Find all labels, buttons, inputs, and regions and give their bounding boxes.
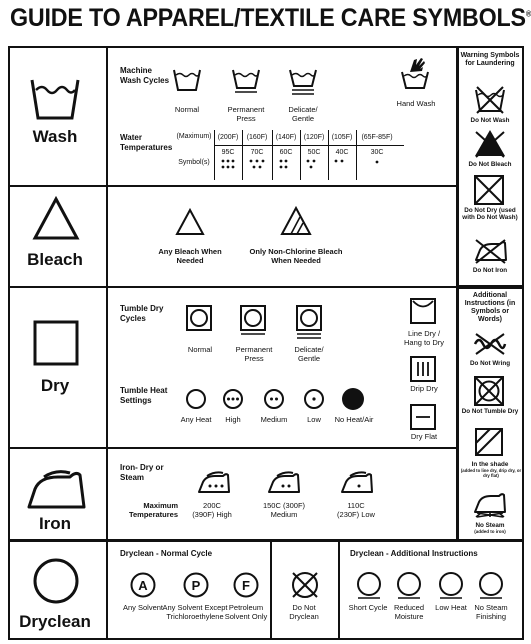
dryclean-label: Dryclean: [19, 612, 91, 631]
maximum-label: (Maximum): [176, 133, 212, 140]
do-not-bleach-icon: [473, 128, 507, 158]
drip-dry-label: Drip Dry: [410, 384, 438, 393]
petroleum-solvent-label: Petroleum Solvent Only: [224, 603, 268, 621]
dryclean-except-tce-icon: [183, 572, 209, 598]
dryclean-divider-3: [338, 540, 340, 640]
do-not-tumble-dry-label: Do Not Tumble Dry: [461, 408, 519, 415]
left-column-divider: [106, 47, 108, 539]
no-heat-icon: [341, 387, 365, 411]
additional-heading: Additional Instructions (in Symbols or Words): [464, 292, 516, 323]
do-not-dry-label: Do Not Dry (used with Do Not Wash): [462, 207, 518, 221]
any-heat-icon: [185, 388, 207, 410]
dryclean-low-heat-icon: [437, 570, 465, 600]
any-solvent-except-label: Any Solvent Except Trichloroethylene: [162, 603, 228, 621]
short-cycle-label: Short Cycle: [348, 603, 388, 612]
do-not-bleach-label: Do Not Bleach: [468, 161, 512, 168]
page-title: [10, 4, 531, 40]
in-the-shade-icon: [475, 428, 503, 456]
low-heat-dryclean-label: Low Heat: [435, 603, 467, 612]
divider-dry-iron: [9, 447, 457, 449]
dry-flat-label: Dry Flat: [410, 432, 438, 441]
temp-f-105: (105F): [331, 134, 353, 141]
iron-label: Iron: [38, 514, 72, 533]
wash-permanent-press-icon: [232, 66, 260, 94]
iron-medium-icon: [267, 470, 301, 494]
medium-heat-icon: [263, 388, 285, 410]
in-the-shade-note: (added to line dry, drip dry, or dry flat): [460, 468, 522, 478]
letter-f: F: [242, 578, 250, 593]
machine-wash-heading: Machine Wash Cycles: [120, 66, 170, 85]
no-steam-finishing-label: No Steam Finishing: [474, 603, 508, 621]
temp-f-160: (160F): [246, 134, 268, 141]
high-heat-label: High: [225, 415, 241, 424]
wash-normal-icon: [173, 66, 201, 92]
dryclean-reduced-moisture-icon: [395, 570, 423, 600]
dryclean-any-solvent-icon: [130, 572, 156, 598]
warning-heading: Warning Symbols for Laundering: [460, 52, 520, 67]
dry-square-icon: [33, 320, 79, 366]
temp-f-120: (120F): [303, 134, 325, 141]
bleach-label: Bleach: [27, 250, 83, 269]
dryclean-additional-heading: Dryclean - Additional Instructions: [350, 549, 478, 558]
tumble-permanent-press-icon: [240, 305, 266, 335]
temp-f-140: (140F): [275, 134, 297, 141]
wash-normal-label: Normal: [174, 105, 200, 114]
hand-wash-label: Hand Wash: [396, 99, 436, 108]
any-bleach-icon: [175, 208, 205, 236]
non-chlorine-bleach-icon: [280, 206, 312, 236]
any-solvent-label: Any Solvent: [122, 603, 164, 612]
reduced-moisture-label: Reduced Moisture: [393, 603, 425, 621]
do-not-dry-icon: [474, 175, 504, 205]
non-chlorine-bleach-label: Only Non-Chlorine Bleach When Needed: [249, 247, 343, 265]
iron-medium-label: 150C (300F) Medium: [262, 501, 306, 519]
low-heat-label: Low: [307, 415, 321, 424]
dryclean-divider-2: [270, 540, 272, 640]
any-bleach-label: Any Bleach When Needed: [158, 247, 222, 265]
dry-label: Dry: [40, 376, 70, 395]
do-not-dryclean-label: Do Not Dryclean: [289, 603, 319, 621]
do-not-tumble-dry-icon: [474, 376, 504, 406]
temp-f-200: (200F): [217, 134, 239, 141]
dryclean-divider-1: [106, 540, 108, 640]
temp-c-70: 70C: [250, 149, 264, 156]
iron-high-label: 200C (390F) High: [192, 501, 232, 519]
symbols-label: Symbol(s): [178, 159, 210, 166]
divider-warning-additional: [457, 285, 523, 289]
dryclean-petroleum-icon: [233, 572, 259, 598]
do-not-iron-label: Do Not Iron: [472, 267, 508, 274]
no-steam-icon: [473, 488, 507, 518]
low-heat-icon: [303, 388, 325, 410]
divider-bleach-dry: [9, 286, 457, 288]
registered-mark: ®: [525, 9, 531, 19]
tumble-delicate-label: Delicate/ Gentle: [294, 345, 324, 363]
tumble-heat-heading: Tumble Heat Settings: [120, 386, 168, 405]
wash-delicate-icon: [289, 66, 317, 96]
tumble-permanent-press-label: Permanent Press: [235, 345, 273, 363]
temp-dot-symbols: [214, 157, 404, 173]
iron-max-temps-label: Maximum Temperatures: [128, 501, 178, 519]
tumble-normal-label: Normal: [187, 345, 213, 354]
iron-low-label: 110C (230F) Low: [337, 501, 375, 519]
dryclean-normal-heading: Dryclean - Normal Cycle: [120, 549, 213, 558]
iron-heading: Iron- Dry or Steam: [120, 463, 164, 482]
no-heat-label: No Heat/Air: [334, 415, 374, 424]
bleach-triangle-icon: [33, 196, 79, 240]
do-not-wash-icon: [474, 84, 506, 114]
wash-label: Wash: [32, 127, 78, 146]
do-not-dryclean-icon: [290, 570, 320, 600]
wash-delicate-label: Delicate/ Gentle: [288, 105, 318, 123]
dryclean-short-cycle-icon: [355, 570, 383, 600]
tumble-dry-heading: Tumble Dry Cycles: [120, 304, 164, 323]
temp-c-60: 60C: [279, 149, 293, 156]
dry-flat-icon: [410, 404, 436, 430]
high-heat-icon: [222, 388, 244, 410]
right-column-divider: [456, 47, 459, 541]
line-dry-label: Line Dry / Hang to Dry: [403, 329, 445, 347]
do-not-wring-label: Do Not Wring: [469, 360, 511, 367]
hand-wash-icon: [400, 56, 430, 90]
temp-c-30: 30C: [370, 149, 384, 156]
iron-high-icon: [197, 470, 231, 494]
letter-p: P: [191, 578, 201, 593]
wash-permanent-press-label: Permanent Press: [227, 105, 265, 123]
water-temperatures-heading: Water Temperatures: [120, 133, 173, 152]
do-not-iron-icon: [474, 238, 506, 264]
in-the-shade-label: In the shade: [471, 461, 509, 468]
temp-c-50: 50C: [307, 149, 321, 156]
divider-wash-bleach: [9, 185, 457, 187]
iron-low-icon: [340, 470, 374, 494]
do-not-wring-icon: [473, 332, 507, 356]
do-not-wash-label: Do Not Wash: [470, 117, 510, 124]
line-dry-icon: [410, 298, 436, 324]
title-text: GUIDE TO APPAREL/TEXTILE CARE SYMBOLS: [10, 4, 526, 32]
divider-iron-dryclean: [9, 539, 523, 542]
any-heat-label: Any Heat: [180, 415, 212, 424]
temp-row-line: [214, 145, 404, 146]
temp-c-95: 95C: [221, 149, 235, 156]
tumble-delicate-icon: [296, 305, 322, 339]
no-steam-note: (added to iron): [474, 529, 506, 534]
tumble-normal-icon: [186, 305, 212, 331]
dryclean-no-steam-icon: [477, 570, 505, 600]
medium-heat-label: Medium: [260, 415, 288, 424]
no-steam-label: No Steam: [475, 522, 505, 529]
letter-a: A: [138, 578, 148, 593]
iron-icon: [26, 467, 86, 509]
drip-dry-icon: [410, 356, 436, 382]
temp-f-65-85: (65F-85F): [361, 134, 393, 141]
temp-c-40: 40C: [335, 149, 349, 156]
wash-tub-icon: [30, 72, 80, 122]
dryclean-circle-icon: [32, 557, 80, 605]
